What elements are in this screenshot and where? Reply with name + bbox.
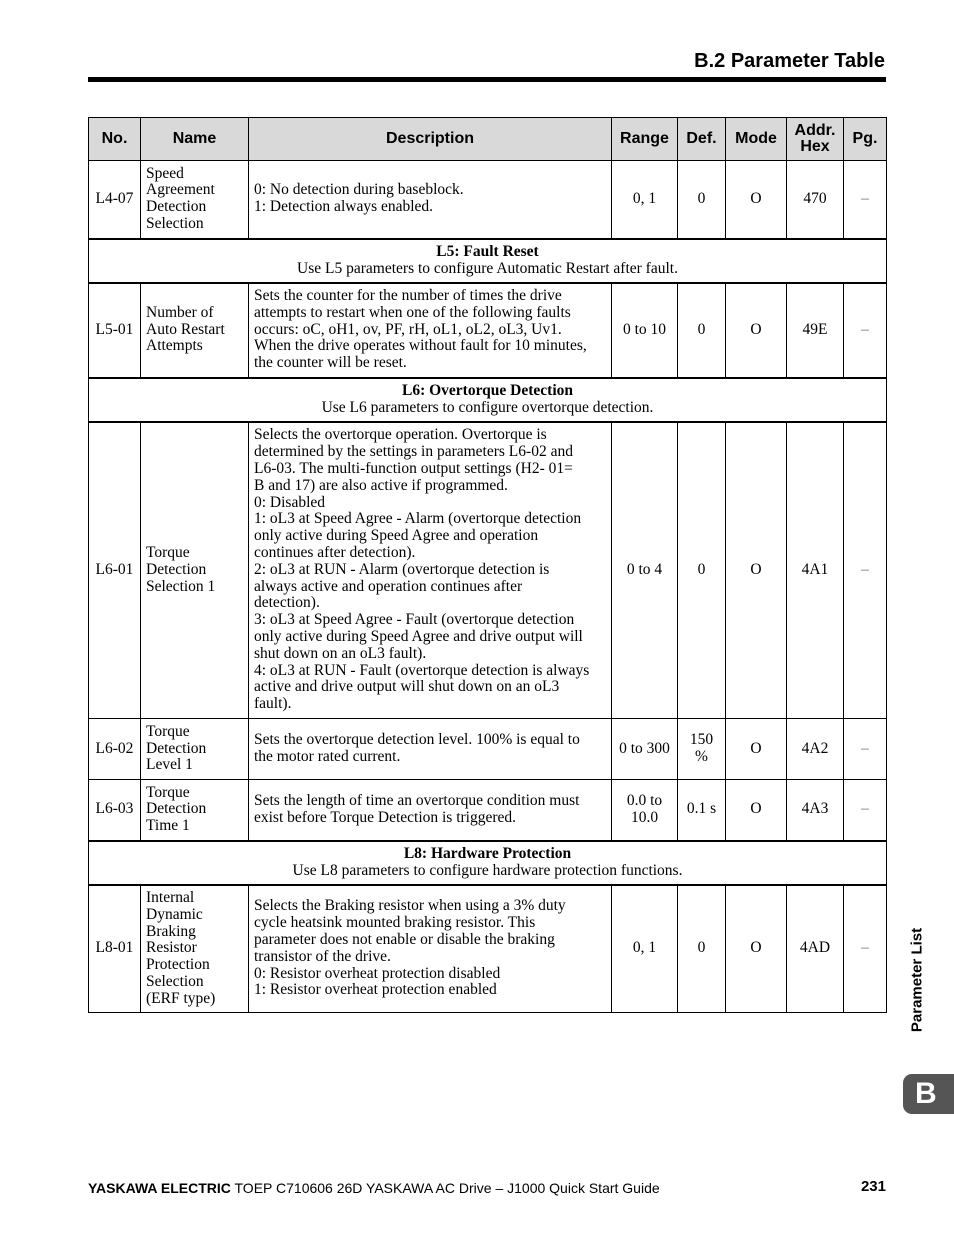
param-range-cell: 0.0 to 10.0: [612, 780, 678, 841]
param-name-cell-line: Detection: [146, 800, 207, 818]
table-row: [89, 719, 887, 780]
param-description-cell-line: always active and operation continues after: [254, 577, 523, 595]
param-name-cell-line: Agreement: [146, 181, 215, 199]
param-name-cell-line: Number of: [146, 303, 214, 321]
param-description-cell-line: Sets the counter for the number of times the drive: [254, 287, 562, 304]
group-header-cell: [89, 239, 887, 283]
param-description-cell-line: determined by the settings in parameters L6-02 and: [254, 443, 573, 461]
param-default-cell: 150 %: [678, 719, 726, 780]
param-number-cell: L6-02: [89, 719, 141, 780]
param-description-cell-line: 2: oL3 at RUN - Alarm (overtorque detection is: [254, 560, 550, 578]
param-description-cell-line: parameter does not enable or disable the braking: [254, 930, 555, 948]
column-header-range: Range: [612, 118, 678, 161]
param-mode-cell: O: [726, 780, 787, 841]
param-description-cell-line: Sets the length of time an overtorque condition must: [254, 791, 580, 809]
table-row: [89, 885, 887, 1013]
param-number-cell: L4-07: [89, 161, 141, 239]
param-page-cell: –: [844, 885, 887, 1013]
column-header-description: Description: [249, 118, 612, 161]
param-mode-cell: O: [726, 161, 787, 239]
side-tab-label: Parameter List: [908, 927, 926, 1033]
column-header-mode: Mode: [726, 118, 787, 161]
param-mode-cell: O: [726, 719, 787, 780]
param-description-cell-line: Sets the overtorque detection level. 100% is equal to: [254, 731, 580, 749]
footer: [88, 1180, 886, 1200]
param-name-cell-line: Auto Restart: [146, 320, 225, 338]
param-number-cell: L6-03: [89, 780, 141, 841]
group-header-cell: [89, 378, 887, 422]
table-header-row: [89, 118, 887, 161]
param-range-cell: 0 to 300: [612, 719, 678, 780]
param-description-cell: [249, 422, 612, 719]
column-header-no: No.: [89, 118, 141, 161]
param-description-cell-line: the counter will be reset.: [254, 354, 407, 372]
param-description-cell-line: only active during Speed Agree and operation: [254, 527, 539, 545]
param-description-cell: [249, 283, 612, 378]
param-page-cell: –: [844, 161, 887, 239]
param-name-cell-line: Torque: [146, 783, 190, 801]
param-name-cell-line: Selection 1: [146, 577, 216, 595]
param-description-cell-line: Selects the overtorque operation. Overtorque is: [254, 426, 547, 444]
param-default-cell: 0: [678, 161, 726, 239]
param-addr-cell: 49E: [787, 283, 844, 378]
param-description-cell: [249, 885, 612, 1013]
section-title: B.2 Parameter Table: [694, 50, 885, 72]
param-description-cell-line: Selects the Braking resistor when using a 3% duty: [254, 897, 566, 915]
param-range-cell: 0 to 10: [612, 283, 678, 378]
param-addr-cell: 4A1: [787, 422, 844, 719]
param-name-cell-line: Detection: [146, 560, 207, 578]
param-name-cell: [141, 283, 249, 378]
param-name-cell: [141, 422, 249, 719]
group-description: Use L8 parameters to configure hardware protection functions.: [292, 861, 683, 879]
column-header-name: Name: [141, 118, 249, 161]
param-name-cell-line: Selection: [146, 972, 204, 990]
param-name-cell: [141, 161, 249, 239]
param-default-cell: 0: [678, 283, 726, 378]
group-header-cell: [89, 841, 887, 885]
param-description-cell-line: B and 17) are also active if programmed.: [254, 476, 508, 494]
param-name-cell-line: Detection: [146, 739, 207, 757]
param-name-cell-line: Detection: [146, 198, 207, 216]
param-description-cell: [249, 161, 612, 239]
param-description-cell-line: shut down on an oL3 fault).: [254, 644, 427, 662]
param-name-cell-line: Time 1: [146, 817, 190, 835]
param-page-cell: –: [844, 719, 887, 780]
param-name-cell-line: Dynamic: [146, 905, 203, 923]
param-description-cell-line: attempts to restart when one of the following faults: [254, 303, 571, 321]
param-name-cell-line: Torque: [146, 722, 190, 740]
param-description-cell-line: fault).: [254, 695, 292, 713]
param-name-cell-line: Protection: [146, 956, 210, 974]
param-name-cell: [141, 885, 249, 1013]
param-page-cell: –: [844, 780, 887, 841]
table-row: [89, 283, 887, 378]
group-header-row: [89, 378, 887, 422]
table-row: [89, 780, 887, 841]
param-addr-cell: 4A3: [787, 780, 844, 841]
param-name-cell-line: Level 1: [146, 756, 193, 774]
param-description-cell-line: exist before Torque Detection is triggered.: [254, 808, 517, 826]
param-mode-cell: O: [726, 422, 787, 719]
param-description-cell-line: detection).: [254, 594, 320, 612]
param-description-cell-line: cycle heatsink mounted braking resistor. This: [254, 914, 536, 932]
param-mode-cell: O: [726, 283, 787, 378]
param-name-cell-line: Speed: [146, 164, 184, 182]
param-default-cell: 0: [678, 885, 726, 1013]
param-range-cell: 0 to 4: [612, 422, 678, 719]
page-number: 231: [860, 1178, 886, 1195]
param-description-cell-line: the motor rated current.: [254, 748, 401, 765]
param-name-cell: [141, 780, 249, 841]
table-row: [89, 161, 887, 239]
column-header-page: Pg.: [844, 118, 887, 161]
group-title: L6: Overtorque Detection: [401, 381, 574, 399]
param-description-cell-line: 0: Resistor overheat protection disabled: [254, 964, 501, 982]
param-addr-cell: 470: [787, 161, 844, 239]
param-name-cell: [141, 719, 249, 780]
footer-brand: YASKAWA ELECTRIC: [88, 1180, 231, 1196]
param-addr-cell: 4AD: [787, 885, 844, 1013]
param-description-cell-line: 3: oL3 at Speed Agree - Fault (overtorque detection: [254, 611, 575, 629]
group-header-row: [89, 841, 887, 885]
group-header-row: [89, 239, 887, 283]
param-description-cell-line: 4: oL3 at RUN - Fault (overtorque detection is always: [254, 661, 590, 679]
param-name-cell-line: Torque: [146, 544, 190, 562]
param-description-cell-line: transistor of the drive.: [254, 947, 391, 965]
param-addr-cell: 4A2: [787, 719, 844, 780]
group-description: Use L5 parameters to configure Automatic Restart after fault.: [297, 259, 678, 277]
footer-doc-title: TOEP C710606 26D YASKAWA AC Drive – J1000 Quick Start Guide: [230, 1180, 660, 1196]
param-mode-cell: O: [726, 885, 787, 1013]
param-description-cell: [249, 780, 612, 841]
param-description-cell: [249, 719, 612, 780]
param-description-cell-line: 0: No detection during baseblock.: [254, 181, 464, 199]
param-default-cell: 0: [678, 422, 726, 719]
side-tab: [899, 915, 935, 1045]
param-description-cell-line: 0: Disabled: [254, 493, 326, 511]
param-number-cell: L6-01: [89, 422, 141, 719]
group-title: L8: Hardware Protection: [403, 844, 572, 862]
param-description-cell-line: occurs: oC, oH1, ov, PF, rH, oL1, oL2, oL3, Uv1.: [254, 320, 562, 338]
param-description-cell-line: L6-03. The multi-function output settings (H2- 01=: [254, 460, 573, 478]
param-description-cell-line: only active during Speed Agree and drive output will: [254, 628, 583, 646]
param-description-cell-line: When the drive operates without fault for 10 minutes,: [254, 337, 587, 355]
param-name-cell-line: Resistor: [146, 939, 197, 957]
group-title: L5: Fault Reset: [436, 242, 539, 260]
table-row: [89, 422, 887, 719]
param-range-cell: 0, 1: [612, 161, 678, 239]
param-name-cell-line: Internal: [146, 888, 195, 906]
param-range-cell: 0, 1: [612, 885, 678, 1013]
param-default-cell: 0.1 s: [678, 780, 726, 841]
param-name-cell-line: Selection: [146, 215, 204, 233]
param-description-cell-line: 1: Resistor overheat protection enabled: [254, 981, 497, 999]
param-number-cell: L5-01: [89, 283, 141, 378]
param-name-cell-line: (ERF type): [146, 989, 216, 1007]
param-name-cell-line: Attempts: [146, 337, 203, 355]
chapter-tab: B: [903, 1074, 954, 1114]
param-description-cell-line: continues after detection).: [254, 544, 416, 562]
column-header-addr-hex: Addr. Hex: [787, 118, 844, 161]
table-body: [89, 161, 887, 1013]
group-description: Use L6 parameters to configure overtorque detection.: [321, 398, 654, 416]
param-name-cell-line: Braking: [146, 922, 196, 940]
param-description-cell-line: active and drive output will shut down on an oL3: [254, 678, 560, 696]
param-page-cell: –: [844, 422, 887, 719]
param-description-cell-line: 1: Detection always enabled.: [254, 198, 434, 216]
param-page-cell: –: [844, 283, 887, 378]
title-rule: [88, 77, 886, 82]
param-number-cell: L8-01: [89, 885, 141, 1013]
column-header-default: Def.: [678, 118, 726, 161]
parameter-table: [88, 117, 887, 1013]
param-description-cell-line: 1: oL3 at Speed Agree - Alarm (overtorque detection: [254, 510, 582, 528]
